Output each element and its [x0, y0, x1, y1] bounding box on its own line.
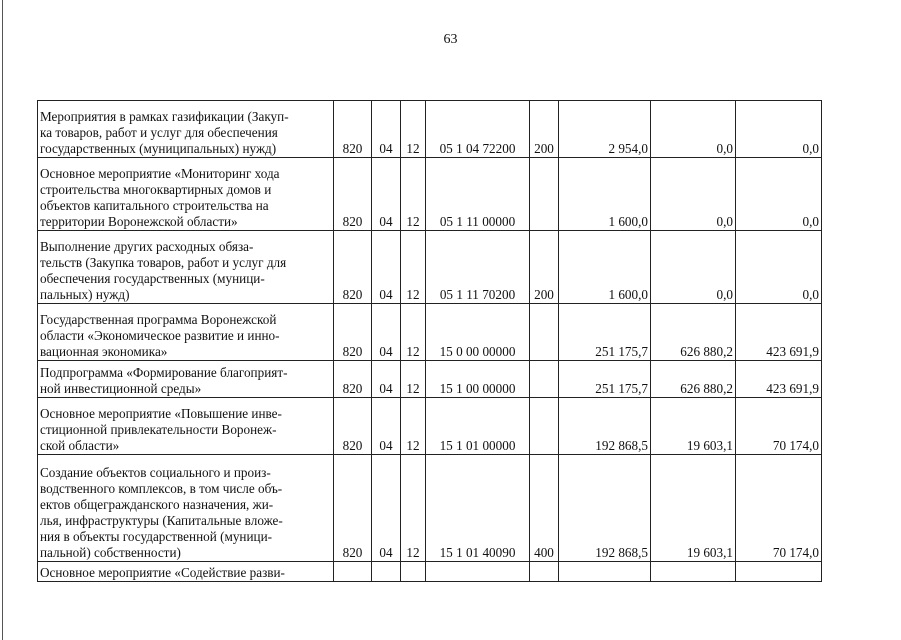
cell-target-article: 15 1 00 00000	[426, 361, 530, 398]
cell-amount-year3: 423 691,9	[736, 304, 822, 361]
cell-amount-year2: 626 880,2	[651, 304, 736, 361]
description-line: лья, инфраструктуры (Капитальные вложе-	[40, 513, 283, 528]
cell-amount-year3: 423 691,9	[736, 361, 822, 398]
cell-amount-year1	[559, 562, 651, 582]
description-line: объектов капитального строительства на	[40, 198, 269, 213]
table-row	[38, 562, 822, 582]
description-line: тельств (Закупка товаров, работ и услуг для	[40, 255, 287, 270]
cell-amount-year3	[736, 562, 822, 582]
cell-subsection: 12	[401, 398, 426, 455]
cell-amount-year2: 0,0	[651, 231, 736, 304]
table-row	[38, 455, 822, 562]
cell-section: 04	[372, 455, 401, 562]
cell-section: 04	[372, 101, 401, 158]
cell-expense-type: 400	[530, 455, 559, 562]
description-line: Выполнение других расходных обяза-	[40, 239, 254, 254]
page-number: 63	[443, 32, 458, 47]
description-line: ектов общегражданского назначения, жи-	[40, 497, 274, 512]
cell-section: 04	[372, 304, 401, 361]
cell-amount-year3: 0,0	[736, 101, 822, 158]
row-description	[38, 304, 334, 361]
row-description	[38, 562, 334, 582]
cell-target-article: 15 0 00 00000	[426, 304, 530, 361]
cell-amount-year3: 0,0	[736, 231, 822, 304]
cell-grbs: 820	[334, 304, 372, 361]
cell-expense-type	[530, 562, 559, 582]
cell-amount-year2: 626 880,2	[651, 361, 736, 398]
description-line: строительства многоквартирных домов и	[40, 182, 272, 197]
description-line: Основное мероприятие «Содействие разви-	[40, 565, 285, 580]
description-line: стиционной привлекательности Воронеж-	[40, 422, 277, 437]
budget-table	[37, 100, 822, 582]
cell-grbs: 820	[334, 361, 372, 398]
description-line: пальной) собственности)	[40, 545, 181, 560]
table-row	[38, 361, 822, 398]
description-line: вационная экономика»	[40, 344, 168, 359]
cell-amount-year1: 251 175,7	[559, 304, 651, 361]
cell-subsection: 12	[401, 304, 426, 361]
row-description	[38, 455, 334, 562]
cell-grbs: 820	[334, 158, 372, 231]
cell-amount-year2: 0,0	[651, 158, 736, 231]
cell-grbs: 820	[334, 455, 372, 562]
cell-target-article: 05 1 11 00000	[426, 158, 530, 231]
description-line: Создание объектов социального и произ-	[40, 465, 271, 480]
description-line: области «Экономическое развитие и инно-	[40, 328, 280, 343]
table-row	[38, 398, 822, 455]
description-line: ской области»	[40, 438, 120, 453]
cell-target-article: 15 1 01 40090	[426, 455, 530, 562]
table-row	[38, 231, 822, 304]
cell-subsection: 12	[401, 231, 426, 304]
cell-amount-year1: 192 868,5	[559, 398, 651, 455]
cell-amount-year3: 0,0	[736, 158, 822, 231]
description-line: Государственная программа Воронежской	[40, 312, 277, 327]
cell-target-article: 05 1 11 70200	[426, 231, 530, 304]
cell-expense-type	[530, 304, 559, 361]
row-description	[38, 361, 334, 398]
cell-target-article: 05 1 04 72200	[426, 101, 530, 158]
cell-expense-type	[530, 158, 559, 231]
table-row	[38, 304, 822, 361]
description-line: обеспечения государственных (муници-	[40, 271, 265, 286]
description-line: Подпрограмма «Формирование благоприят-	[40, 365, 288, 380]
page-edge-line	[2, 0, 3, 640]
cell-amount-year3: 70 174,0	[736, 398, 822, 455]
cell-expense-type	[530, 361, 559, 398]
description-line: государственных (муниципальных) нужд)	[40, 141, 277, 156]
cell-expense-type: 200	[530, 231, 559, 304]
cell-amount-year3: 70 174,0	[736, 455, 822, 562]
row-description	[38, 231, 334, 304]
cell-section: 04	[372, 398, 401, 455]
cell-grbs: 820	[334, 398, 372, 455]
row-description	[38, 158, 334, 231]
table-row	[38, 158, 822, 231]
cell-amount-year2: 0,0	[651, 101, 736, 158]
cell-subsection: 12	[401, 101, 426, 158]
cell-amount-year2: 19 603,1	[651, 455, 736, 562]
cell-section: 04	[372, 231, 401, 304]
cell-section	[372, 562, 401, 582]
cell-amount-year1: 192 868,5	[559, 455, 651, 562]
cell-grbs: 820	[334, 231, 372, 304]
description-line: пальных) нужд)	[40, 287, 130, 302]
cell-amount-year1: 2 954,0	[559, 101, 651, 158]
description-line: водственного комплексов, в том числе объ-	[40, 481, 283, 496]
cell-subsection: 12	[401, 455, 426, 562]
cell-expense-type	[530, 398, 559, 455]
description-line: ка товаров, работ и услуг для обеспечения	[40, 125, 278, 140]
cell-section: 04	[372, 158, 401, 231]
table-row	[38, 101, 822, 158]
cell-subsection: 12	[401, 158, 426, 231]
description-line: Мероприятия в рамках газификации (Закуп-	[40, 109, 289, 124]
cell-target-article: 15 1 01 00000	[426, 398, 530, 455]
description-line: Основное мероприятие «Повышение инве-	[40, 406, 282, 421]
cell-subsection	[401, 562, 426, 582]
cell-amount-year1: 1 600,0	[559, 231, 651, 304]
cell-amount-year2: 19 603,1	[651, 398, 736, 455]
cell-grbs: 820	[334, 101, 372, 158]
description-line: территории Воронежской области»	[40, 214, 238, 229]
description-line: Основное мероприятие «Мониторинг хода	[40, 166, 280, 181]
description-line: ной инвестиционной среды»	[40, 381, 202, 396]
cell-section: 04	[372, 361, 401, 398]
cell-expense-type: 200	[530, 101, 559, 158]
cell-amount-year2	[651, 562, 736, 582]
cell-amount-year1: 251 175,7	[559, 361, 651, 398]
cell-target-article	[426, 562, 530, 582]
row-description	[38, 398, 334, 455]
description-line: ния в объекты государственной (муници-	[40, 529, 273, 544]
cell-grbs	[334, 562, 372, 582]
cell-subsection: 12	[401, 361, 426, 398]
cell-amount-year1: 1 600,0	[559, 158, 651, 231]
row-description	[38, 101, 334, 158]
